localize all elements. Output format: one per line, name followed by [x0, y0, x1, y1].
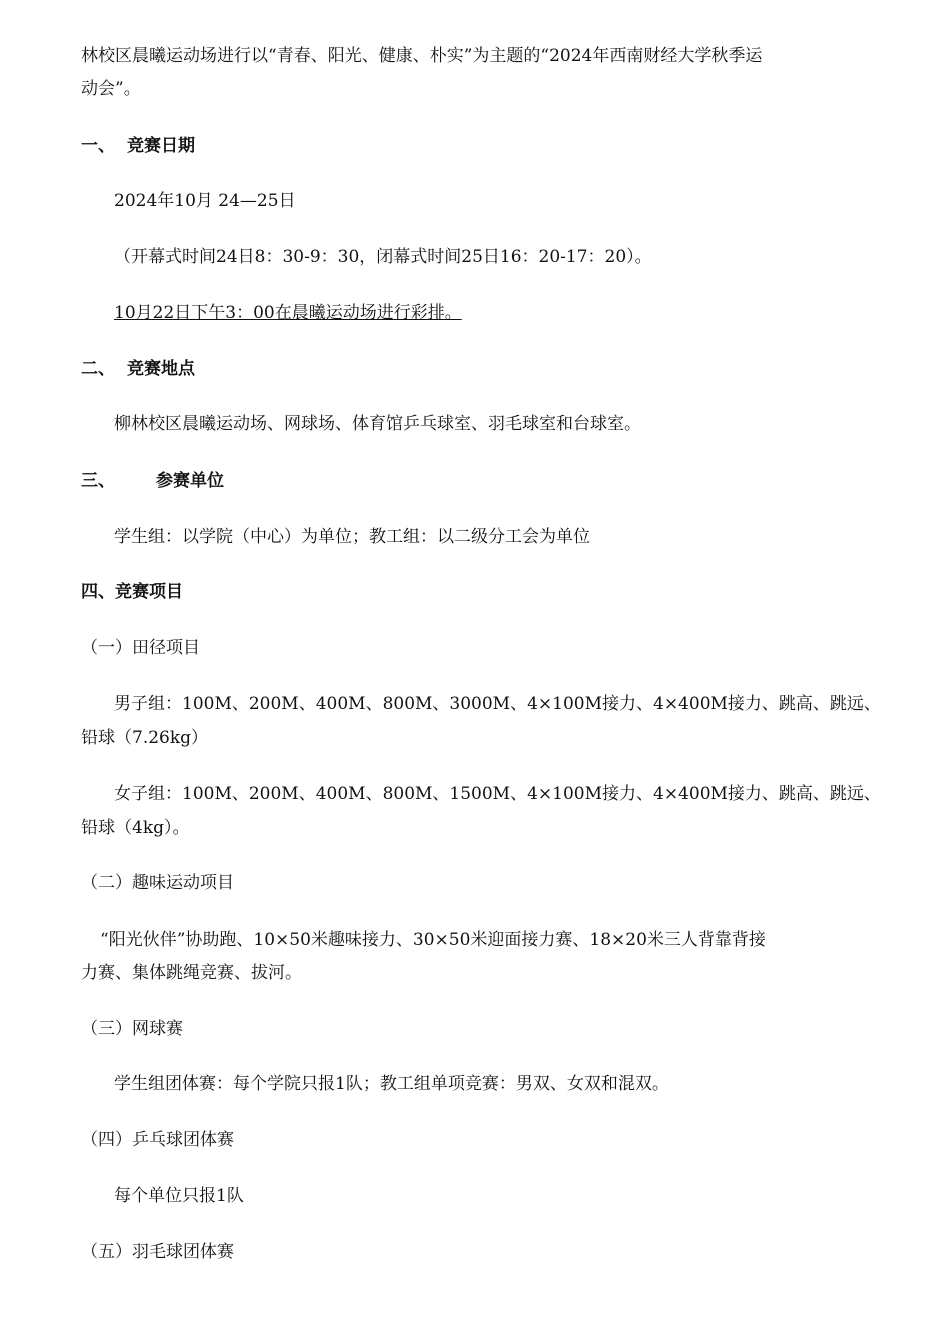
section-2-heading [81, 358, 195, 380]
participating-units: 学生组：以学院（中心）为单位；教工组：以二级分工会为单位 [114, 527, 590, 547]
section-4-heading: 四、竞赛项目 [81, 582, 183, 602]
rehearsal-note: 10月22日下午3：00在晨曦运动场进行彩排。 [114, 303, 462, 323]
section-1-title: 竞赛日期 [127, 136, 195, 156]
pingpong-desc: 每个单位只报1队 [114, 1186, 244, 1206]
tennis-desc: 学生组团体赛：每个学院只报1队；教工组单项竞赛：男双、女双和混双。 [114, 1074, 669, 1094]
intro-line-2: 动会”。 [81, 79, 141, 99]
section-1-number: 一、 [81, 136, 115, 156]
ceremony-times: （开幕式时间24日8：30-9：30，闭幕式时间25日16：20-17：20）。 [114, 247, 652, 267]
section-3-title: 参赛单位 [156, 471, 224, 491]
track-women-line-1: 女子组：100M、200M、400M、800M、1500M、4×100M接力、4×400M接力、跳高、跳远、 [114, 784, 881, 804]
section-3-heading [81, 470, 224, 492]
fun-events-title: （二）趣味运动项目 [81, 873, 234, 893]
track-field-title: （一）田径项目 [81, 638, 200, 658]
section-2-title: 竞赛地点 [127, 359, 195, 379]
section-2-number: 二、 [81, 359, 115, 379]
tennis-title: （三）网球赛 [81, 1019, 183, 1039]
track-men-line-1: 男子组：100M、200M、400M、800M、3000M、4×100M接力、4×400M接力、跳高、跳远、 [114, 694, 881, 714]
track-men-line-2: 铅球（7.26kg） [81, 728, 209, 748]
badminton-title: （五）羽毛球团体赛 [81, 1242, 234, 1262]
track-women-line-2: 铅球（4kg）。 [81, 818, 190, 838]
intro-line-1: 林校区晨曦运动场进行以“青春、阳光、健康、朴实”为主题的“2024年西南财经大学秋季运 [81, 46, 763, 66]
competition-dates: 2024年10月 24—25日 [114, 191, 296, 211]
fun-events-line-2: 力赛、集体跳绳竞赛、拔河。 [81, 963, 302, 983]
pingpong-title: （四）乒乓球团体赛 [81, 1130, 234, 1150]
section-1-heading [81, 135, 195, 157]
competition-venue: 柳林校区晨曦运动场、网球场、体育馆乒乓球室、羽毛球室和台球室。 [114, 414, 641, 434]
fun-events-line-1: “阳光伙伴”协助跑、10×50米趣味接力、30×50米迎面接力赛、18×20米三人背靠背接 [100, 930, 766, 950]
section-3-number: 三、 [81, 471, 115, 491]
